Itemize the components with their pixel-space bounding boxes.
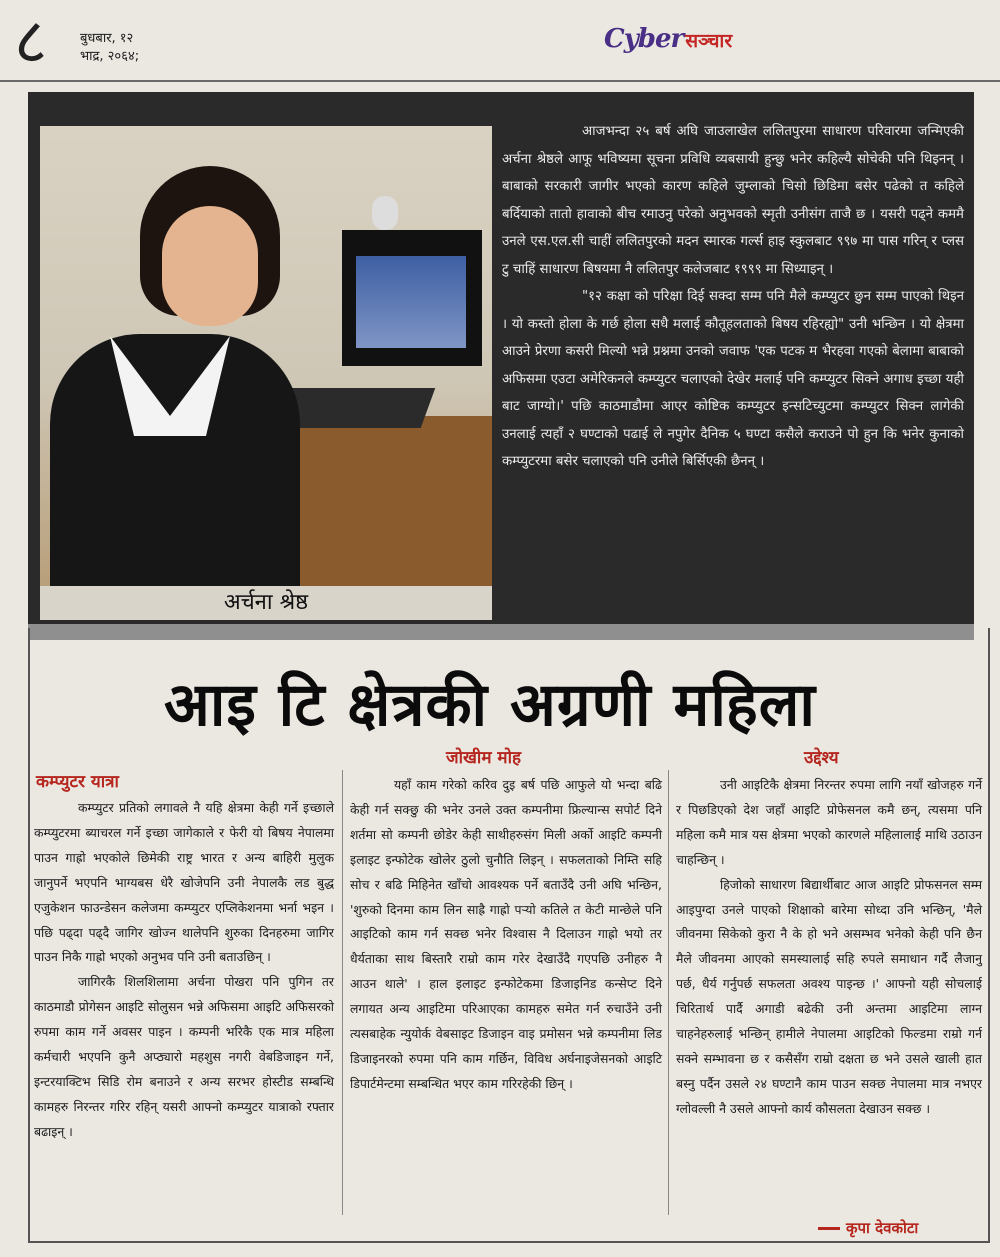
section-title-computer-journey: कम्प्युटर यात्रा xyxy=(36,772,119,792)
webcam-shape xyxy=(372,196,398,230)
person-face-shape xyxy=(162,206,258,326)
column-divider-1 xyxy=(342,770,343,1215)
issue-date xyxy=(80,30,139,66)
header-rule xyxy=(0,80,1000,82)
intro-paragraph-1: आजभन्दा २५ बर्ष अघि जाउलाखेल ललितपुरमा साधारण परिवारमा जन्मिएकी अर्चना श्रेष्ठले आफू भविष्यमा सूचना प्रविधि व्यबसायी हुन्छु भनेर कहिल्यै सोचेकी पनि थिइनन् । बाबाको सरकारी जागीर भएको कारण कहिले जुम्लाको चिसो छिडिमा बसेर पढेको त कहिले बर्दियाको तातो हावाको बीच रमाउनु परेको अनुभवको स्मृती उनीसंग ताजै छ । यसरी पढ्ने कममै उनले एस.एल.सी चाहीं ललितपुरको मदन स्मारक गर्ल्स हाइ स्कुलबाट ९९७ मा पास गरिन् र प्लस टु चाहिं साधारण बिषयमा नै ललितपुर कलेजबाट १९९९ मा सिध्याइन् । xyxy=(502,124,964,277)
column-3 xyxy=(676,773,982,1213)
intro-paragraph-2: "१२ कक्षा को परिक्षा दिई सक्दा सम्म पनि मैले कम्प्युटर छुन सम्म पाएको थिइन । यो कस्तो होला के गर्छ होला सधै मलाई कौतूहलताको बिषय रहिरह्यो" उनी भन्छिन । यो क्षेत्रमा आउने प्रेरणा कसरी मिल्यो भन्ने प्रश्नमा उनको जवाफ 'एक पटक म भैरहवा गएको बेलामा बाबाको अफिसमा एउटा अमेरिकनले कम्प्युटर चलाएको देखेर मलाई पनि कम्प्युटर सिक्ने अगाध इच्छा यही बाट जाग्यो।' पछि काठमाडौमा आएर कोष्टिक कम्प्युटर इन्सटिच्युटमा कम्प्युटर सिक्न लागेकी उनलाई त्यहाँ २ घण्टाको पढाई ले नपुगेर दैनिक ५ घण्टा कसैले कराउने पो हुन कि भनेर कुनाको कम्प्युटरमा बसेर चलाएको पनि उनीले बिर्सिएकी छैनन् । xyxy=(502,289,964,469)
person-body-shape xyxy=(50,334,300,586)
issue-day: बुधबार, १२ xyxy=(80,31,134,46)
monitor-screen-shape xyxy=(356,256,466,348)
column-2-paragraph-1: यहाँ काम गरेको करिव दुइ बर्ष पछि आफुले यो भन्दा बढि केही गर्न सक्छु की भनेर उनले उक्त कम्पनीमा फ्रिल्यान्स सपोर्ट दिने शर्तमा सो कम्पनी छोडेर केही साथीहरुसंग मिली अर्को आइटि कम्पनी इलाइट इन्फोटेक खोलेर ठुलो चुनौति लिइन् । सफलताको निम्ति सहि सोच र बढि मिहिनेत खाँचो आवश्यक पर्ने बताउँदै उनी अघि भन्छिन, 'शुरुको दिनमा काम लिन साह्रै गाह्रो पर्‍यो कतिले त केटी मान्छेले पनि आइटिको काम गर्न सक्छ भनेर विश्वास नै दिलाउन गाह्रो भयो तर धैर्यताका साथ बिस्तारै राम्रो काम गरेर देखाउँदै गएपछि उनीहरु नै आउन थाले' । हाल इलाइट इन्फोटेकमा डिजाइनिड कन्सेप्ट दिने लगायत अन्य आइटिमा परिआएका कामहरु समेत गर्न रुचाउँने उनी त्यसबाहेक न्युयोर्क वेबसाइट डिजाइन वाइ प्रमोसन भन्ने कम्पनीमा लिड डिजाइनरको रुपमा पनि काम गर्छिन, विविध अर्घनाइजेसनको आइटि डिपार्टमेन्टमा सम्बन्धित भएर काम गरिरहेकी छिन् । xyxy=(350,777,662,1091)
column-1-paragraph-2: जागिरकै शिलशिलामा अर्चना पोखरा पनि पुगिन तर काठमाडौ प्रोगेसन आइटि सोलुसन भन्ने अफिसमा आइटि अफिसरको रुपमा काम गर्ने अवसर पाइन । कम्पनी भरिकै एक मात्र महिला कर्मचारी भएपनि कुनै अप्ठ्यारो महशुस नगरी वेबडिजाइन गर्ने, इन्टरयाक्टिभ सिडि रोम बनाउने र अन्य सरभर होस्टीड सम्बन्धि कामहरु निरन्तर गरिर रहिन् यसरी आफ्नो कम्प्युटर यात्राको रफ्तार बढाइन् । xyxy=(34,974,334,1139)
column-3-paragraph-1: उनी आइटिकै क्षेत्रमा निरन्तर रुपमा लागि नयाँ खोजहरु गर्ने र पिछडिएको देश जहाँ आइटि प्रोफेसनल कमै छन्, त्यसमा पनि महिला कमै मात्र यस क्षेत्रमा भएको कारणले महिलालाई माथि उठाउन चाहन्छिन् । xyxy=(676,777,982,867)
column-1-paragraph-1: कम्प्युटर प्रतिको लगावले नै यहि क्षेत्रमा केही गर्ने इच्छाले कम्प्युटरमा ब्याचरल गर्ने इच्छा जागेकाले र फेरी यो बिषय नेपालमा पाउन गाह्रो भएकोले छिमेकी राष्ट्र भारत र अन्य बाहिरी मुलुक जानुपर्ने भएपनि भाग्यबस धेरै खोजेपनि उनी नेपालकै लड बुद्ध एजुकेशन फाउन्डेसन कलेजमा कम्प्युटर एप्लिकेशनमा भर्ना भइन । पछि पढ्दा पढ्दै जागिर खोज्न थालेपनि शुरुका दिनहरुमा जागिर पाउन निकै गाह्रो भएको अनुभव पनि उनी बताउछिन् । xyxy=(34,800,334,965)
intro-text xyxy=(502,118,964,614)
section-title-goal: उद्देश्य xyxy=(804,748,839,768)
section-title-risk: जोखीम मोह xyxy=(446,748,522,768)
publication-logo xyxy=(604,24,734,64)
author-byline xyxy=(818,1216,988,1240)
photo-caption: अर्चना श्रेष्ठ xyxy=(40,586,492,620)
article-headline: आइ टि क्षेत्रकी अग्रणी महिला xyxy=(164,670,816,740)
portrait-photo xyxy=(40,126,492,586)
column-3-paragraph-2: हिजोको साधारण बिद्यार्थीबाट आज आइटि प्रोफसनल सम्म आइपुग्दा उनले पाएको शिक्षाको बारेमा सोध्दा उनि भन्छिन्, 'मैले जीवनमा सिकेको कुरा नै के हो भने असम्भव भनेको केही पनि छैन मैले जीवनमा आएको समस्यालाई सहि रुपले समाधान गर्दै लैजानु पर्छ, धैर्य गर्नुपर्छ सफलता अवश्य पाइन्छ ।' आफ्नो यही सोचलाई चिरितार्थ पार्दै अगाडी बढेकी उनी अन्तमा आइटिमा लाग्न चाहनेहरुलाई भन्छिन् हामीले नेपालमा आइटिको फिल्डमा राम्रो गर्न सक्ने सम्भावना छ र कसैसँग राम्रो दक्षता छ भने उसले खाली हात बस्नु पर्दैन उसले २४ घण्टानै काम पाउन सक्छ नेपालमा मात्र नभएर ग्लोवल्ली नै उसले आफ्नो कार्य कौसलता देखाउन सक्छ । xyxy=(676,876,982,1116)
logo-sub: सञ्चार xyxy=(685,30,733,52)
column-1 xyxy=(34,796,334,1216)
column-2 xyxy=(350,773,662,1213)
byline-dash xyxy=(818,1227,840,1230)
author-name: कृपा देवकोटा xyxy=(846,1219,919,1237)
logo-main: Cyber xyxy=(604,24,684,54)
page-header xyxy=(0,0,1000,90)
page-number: ८ xyxy=(14,5,48,79)
column-divider-2 xyxy=(668,770,669,1215)
issue-month-year: भाद्र, २०६४; xyxy=(80,49,140,64)
